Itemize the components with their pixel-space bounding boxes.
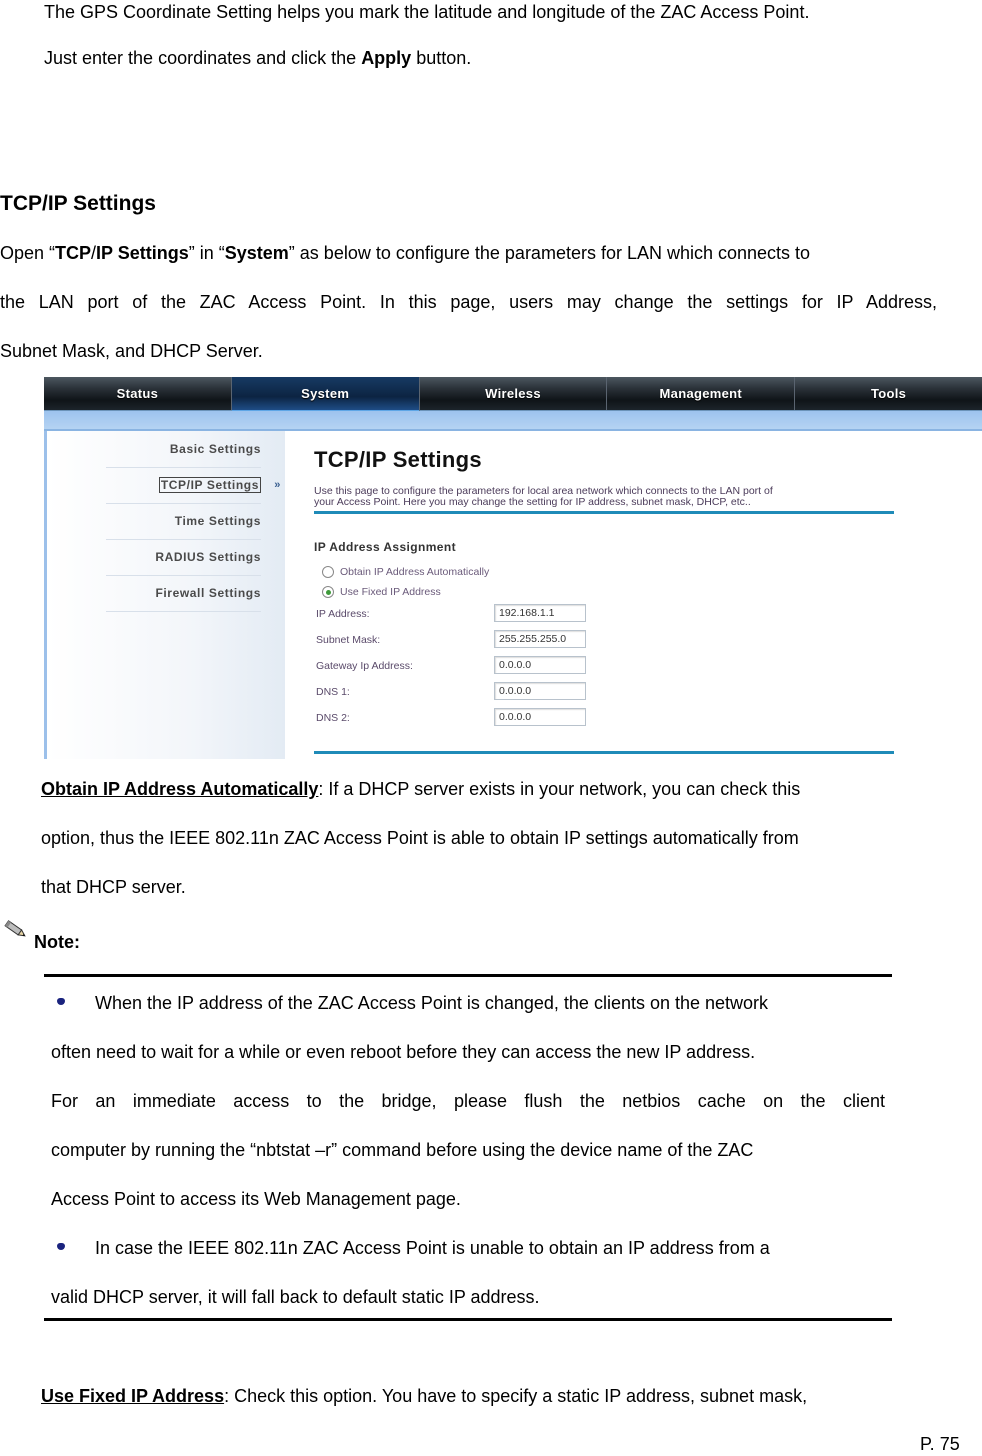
note-bullet-1-line-2: often need to wait for a while or even reboot before they can access the new IP address. bbox=[51, 1042, 756, 1062]
field-label: Gateway Ip Address: bbox=[316, 660, 413, 672]
text: : Check this option. You have to specify a static IP address, subnet mask, bbox=[224, 1386, 808, 1406]
field-label: DNS 2: bbox=[316, 712, 350, 724]
radio-checked-icon[interactable] bbox=[322, 586, 334, 598]
radio-use-fixed[interactable] bbox=[322, 586, 894, 598]
sidebar-item-tcpip-settings[interactable] bbox=[106, 467, 281, 504]
intro-line-2 bbox=[44, 46, 471, 70]
obtain-line-2: option, thus the IEEE 802.11n ZAC Access Point is able to obtain IP settings automatically from bbox=[41, 828, 799, 848]
top-nav bbox=[44, 377, 982, 411]
ip-assignment-heading: IP Address Assignment bbox=[314, 540, 456, 554]
radio-obtain-auto[interactable] bbox=[322, 566, 894, 578]
radio-label: Obtain IP Address Automatically bbox=[340, 566, 490, 578]
field-label: Subnet Mask: bbox=[316, 634, 381, 646]
desc-line-1: Use this page to configure the parameters for local area network which connects to the LAN port of bbox=[314, 485, 773, 497]
field-dns2 bbox=[314, 706, 894, 732]
note-bullet-2-line-1: In case the IEEE 802.11n ZAC Access Point is unable to obtain an IP address from a bbox=[95, 1238, 770, 1258]
note-bullet-1-line-4: computer by running the “nbtstat –r” command before using the device name of the ZAC bbox=[51, 1140, 754, 1160]
section-heading: TCP/IP Settings bbox=[0, 192, 156, 215]
apply-emphasis: Apply bbox=[361, 48, 412, 68]
dns1-input[interactable] bbox=[494, 682, 586, 700]
intro-text: Just enter the coordinates and click the bbox=[44, 48, 362, 68]
text: : If a DHCP server exists in your network, you can check this bbox=[318, 779, 801, 799]
tcpip-settings-screenshot bbox=[44, 377, 982, 759]
sidebar-item-label: TCP/IP Settings bbox=[160, 478, 259, 492]
field-label: IP Address: bbox=[316, 608, 370, 620]
sidebar-item-label: RADIUS Settings bbox=[155, 550, 261, 564]
divider bbox=[314, 511, 894, 514]
tab-tools[interactable]: Tools bbox=[870, 386, 907, 401]
field-ip-address bbox=[314, 602, 894, 628]
settings-description bbox=[314, 486, 894, 508]
note-bullet-1-line-5: Access Point to access its Web Management page. bbox=[51, 1189, 461, 1209]
settings-title: TCP/IP Settings bbox=[314, 447, 482, 472]
bullet-icon bbox=[57, 1243, 65, 1250]
note-label: Note: bbox=[34, 932, 80, 952]
field-subnet-mask bbox=[314, 628, 894, 654]
radio-unchecked-icon[interactable] bbox=[322, 566, 334, 578]
text: ” in “ bbox=[188, 243, 225, 263]
section-paragraph-line-3: Subnet Mask, and DHCP Server. bbox=[0, 341, 263, 361]
tcp-emphasis: TCP bbox=[55, 243, 92, 263]
bottom-divider bbox=[314, 751, 894, 754]
intro-text-end: button. bbox=[411, 48, 472, 68]
field-dns1 bbox=[314, 680, 894, 706]
text: ” as below to configure the parameters for LAN which connects to bbox=[288, 243, 811, 263]
sidebar-item-label: Basic Settings bbox=[169, 442, 261, 456]
sidebar-item-radius-settings[interactable] bbox=[106, 539, 261, 576]
field-gateway bbox=[314, 654, 894, 680]
ip-address-input[interactable] bbox=[494, 604, 586, 622]
gateway-input[interactable] bbox=[494, 656, 586, 674]
sidebar-item-label: Firewall Settings bbox=[155, 586, 261, 600]
obtain-term: Obtain IP Address Automatically bbox=[41, 779, 319, 799]
obtain-line-3: that DHCP server. bbox=[41, 877, 186, 897]
note-bottom-rule bbox=[44, 1318, 892, 1321]
text: / bbox=[91, 243, 97, 263]
tab-wireless[interactable]: Wireless bbox=[420, 377, 608, 410]
radio-label: Use Fixed IP Address bbox=[340, 586, 441, 598]
sidebar bbox=[44, 431, 285, 759]
sidebar-item-basic-settings[interactable] bbox=[106, 431, 261, 468]
text: Open “ bbox=[0, 243, 56, 263]
dns2-input[interactable] bbox=[494, 708, 586, 726]
note-bullet-1-line-3: For an immediate access to the bridge, please flush the netbios cache on the client bbox=[51, 1091, 885, 1111]
ip-fields bbox=[314, 602, 894, 732]
settings-content bbox=[314, 447, 894, 732]
sub-nav-bar bbox=[44, 411, 982, 431]
section-paragraph-line-2: the LAN port of the ZAC Access Point. In this page, users may change the settings for IP Address, bbox=[0, 292, 937, 312]
fixed-term: Use Fixed IP Address bbox=[41, 1386, 225, 1406]
sidebar-item-time-settings[interactable] bbox=[106, 503, 261, 540]
field-label: DNS 1: bbox=[316, 686, 350, 698]
subnet-mask-input[interactable] bbox=[494, 630, 586, 648]
obtain-line-1 bbox=[41, 777, 800, 801]
bullet-icon bbox=[57, 998, 65, 1005]
note-bullet-1-line-1: When the IP address of the ZAC Access Point is changed, the clients on the network bbox=[95, 993, 769, 1013]
page-number: P. 75 bbox=[920, 1434, 960, 1454]
note-top-rule bbox=[44, 974, 892, 977]
sidebar-item-firewall-settings[interactable] bbox=[106, 575, 261, 612]
desc-line-2: your Access Point. Here you may change the setting for IP address, subnet mask, DHCP, etc.. bbox=[314, 496, 751, 508]
intro-line-1: The GPS Coordinate Setting helps you mark the latitude and longitude of the ZAC Access Point. bbox=[44, 2, 810, 22]
fixed-line-1 bbox=[41, 1384, 807, 1408]
sidebar-item-label: Time Settings bbox=[174, 514, 261, 528]
ip-settings-emphasis: IP Settings bbox=[96, 243, 189, 263]
system-emphasis: System bbox=[224, 243, 289, 263]
section-paragraph-line-1 bbox=[0, 241, 810, 265]
tab-status[interactable]: Status bbox=[44, 377, 232, 410]
tab-management[interactable]: Management bbox=[607, 377, 795, 410]
tab-system[interactable]: System bbox=[232, 377, 420, 412]
active-arrow-icon: » bbox=[274, 479, 281, 491]
pencil-icon bbox=[2, 918, 28, 940]
note-bullet-2-line-2: valid DHCP server, it will fall back to default static IP address. bbox=[51, 1287, 540, 1307]
